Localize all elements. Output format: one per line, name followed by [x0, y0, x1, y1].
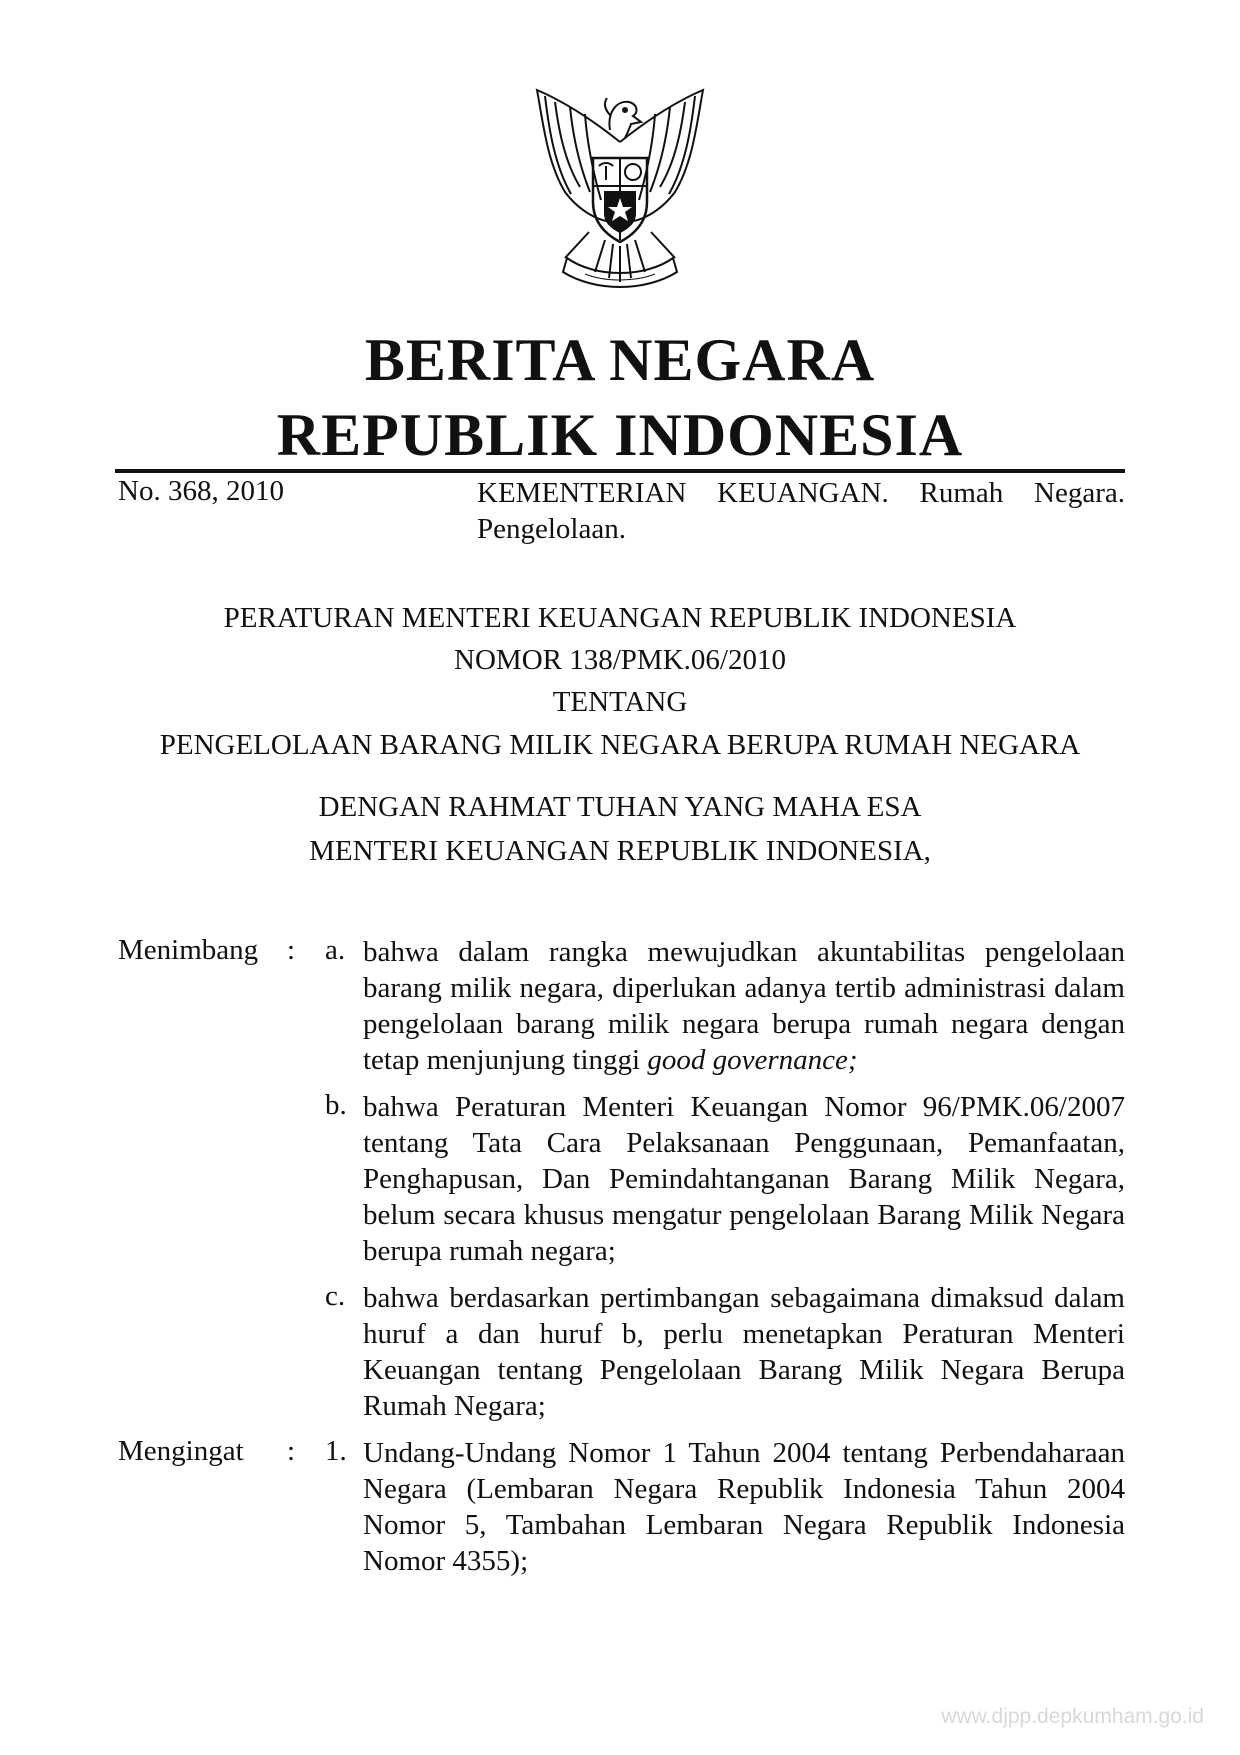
considering-marker-b: b.	[325, 1089, 347, 1121]
garuda-emblem-icon	[525, 82, 715, 302]
regulation-subject: PENGELOLAAN BARANG MILIK NEGARA BERUPA RUMAH NEGARA	[159, 729, 1081, 761]
recalling-marker-1: 1.	[325, 1435, 347, 1467]
considering-item-a-emphasis: good governance;	[647, 1044, 858, 1076]
recalling-colon: :	[287, 1435, 296, 1467]
regulation-title: PERATURAN MENTERI KEUANGAN REPUBLIK INDONESIA	[223, 602, 1017, 634]
considering-label: Menimbang	[118, 934, 259, 966]
considering-item-b: bahwa Peraturan Menteri Keuangan Nomor 96/PMK.06/2007 tentang Tata Cara Pelaksanaan Penggunaan, Pemanfaatan, Penghapusan, Dan Pemindahtanganan Barang Milik Negara, belum secara khusus mengatur pengelolaan Barang Milik Negara berupa rumah negara;	[363, 1091, 1125, 1267]
gazette-number: No. 368, 2010	[118, 475, 284, 507]
recalling-label: Mengingat	[118, 1435, 244, 1467]
regulation-about: TENTANG	[552, 686, 688, 718]
recalling-item-1: Undang-Undang Nomor 1 Tahun 2004 tentang Perbendaharaan Negara (Lembaran Negara Republik Indonesia Tahun 2004 Nomor 5, Tambahan Lembaran Negara Republik Indonesia Nomor 4355);	[363, 1437, 1125, 1577]
considering-colon: :	[287, 934, 296, 966]
regulation-issuer: MENTERI KEUANGAN REPUBLIK INDONESIA,	[309, 835, 931, 867]
considering-item-c: bahwa berdasarkan pertimbangan sebagaimana dimaksud dalam huruf a dan huruf b, perlu menetapkan Peraturan Menteri Keuangan tentang Pengelolaan Barang Milik Negara Berupa Rumah Negara;	[363, 1282, 1125, 1422]
considering-marker-c: c.	[325, 1280, 346, 1312]
considering-item-a	[363, 934, 1125, 1078]
regulation-number: NOMOR 138/PMK.06/2010	[454, 644, 786, 676]
masthead-divider	[115, 469, 1125, 473]
considering-marker-a: a.	[325, 934, 346, 966]
considering-item-a-text: bahwa dalam rangka mewujudkan akuntabilitas pengelolaan barang milik negara, diperlukan adanya tertib administrasi dalam pengelolaan barang milik negara berupa rumah negara dengan tetap menjunjung tinggi	[363, 936, 1125, 1076]
masthead-subtitle: REPUBLIK INDONESIA	[276, 402, 964, 468]
gazette-subject: KEMENTERIAN KEUANGAN. Rumah Negara. Pengelolaan.	[477, 477, 1125, 545]
masthead-title: BERITA NEGARA	[364, 327, 876, 393]
site-watermark: www.djpp.depkumham.go.id	[941, 1705, 1204, 1728]
regulation-invocation: DENGAN RAHMAT TUHAN YANG MAHA ESA	[318, 791, 922, 823]
